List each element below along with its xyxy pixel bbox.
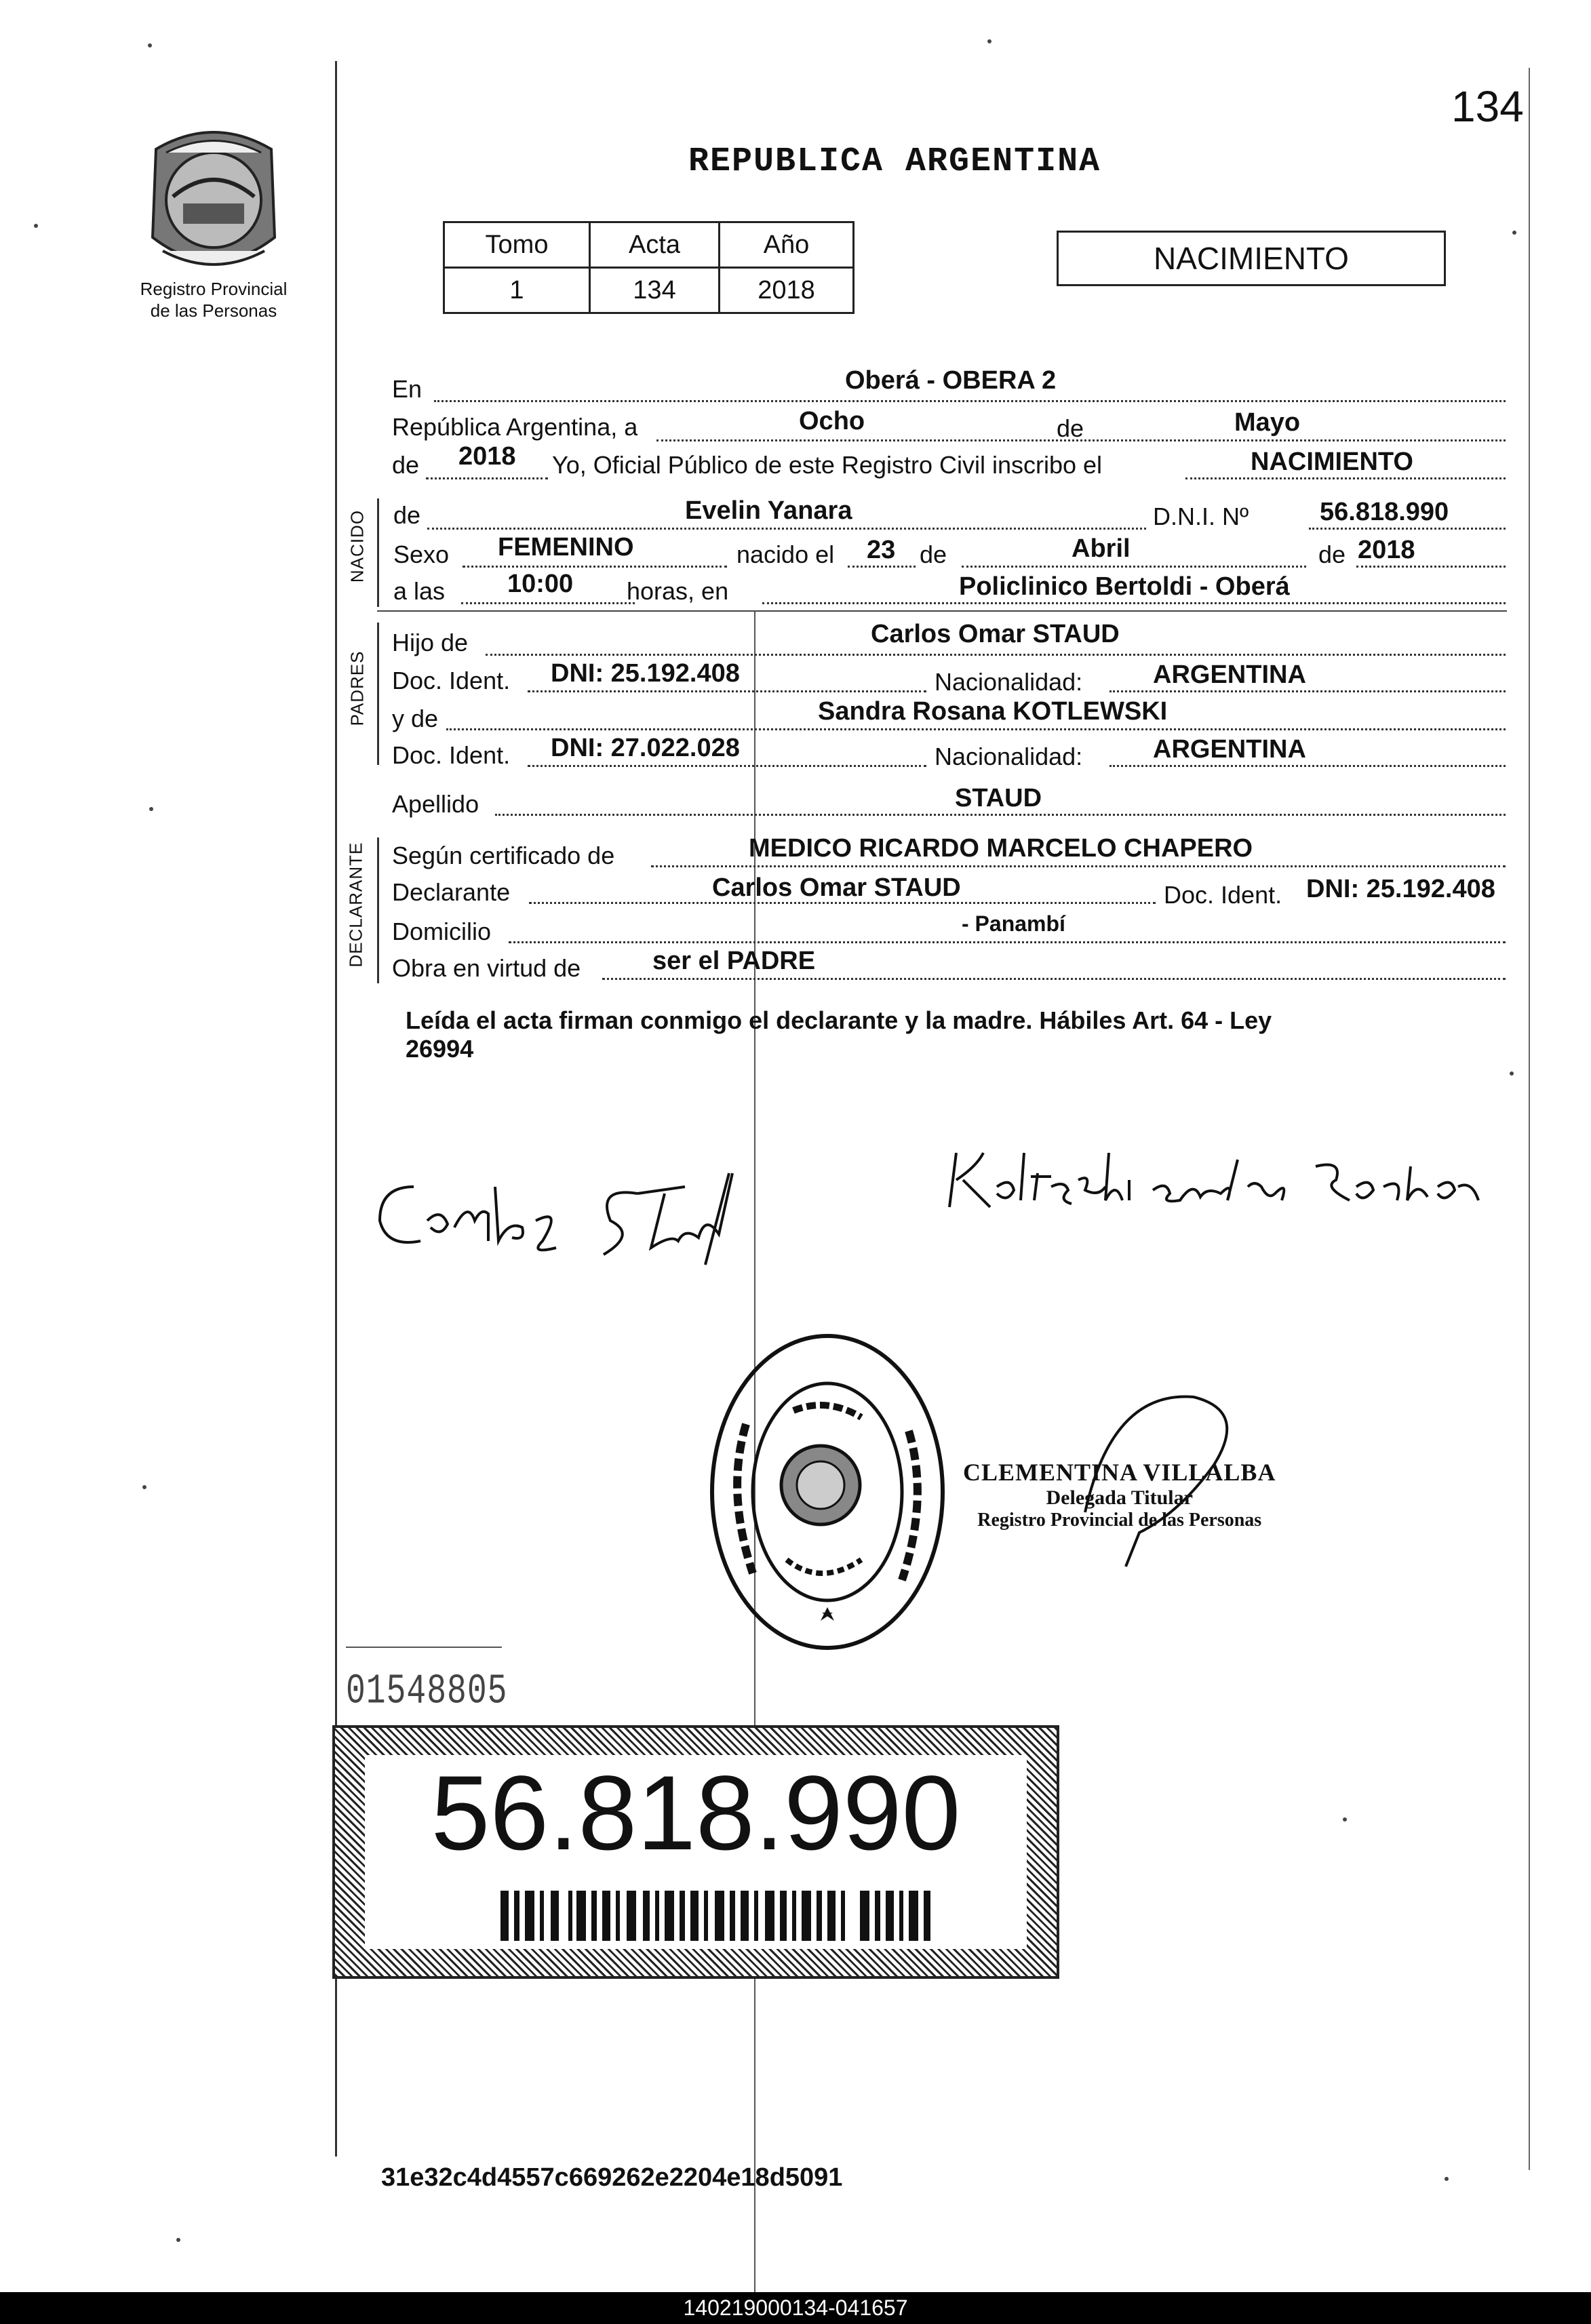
value-mes-registro: Mayo — [1234, 408, 1301, 437]
section-divider — [377, 610, 1507, 612]
scan-speck — [176, 2238, 180, 2242]
doc-type-label: NACIMIENTO — [1154, 241, 1349, 276]
right-margin-line — [1529, 68, 1530, 2170]
value-domicilio: - Panambí — [962, 911, 1065, 936]
section-label-nacido: NACIDO — [347, 509, 368, 583]
label-de-birth-month: de — [920, 540, 947, 568]
dni-barcode — [500, 1891, 935, 1941]
ref-header-anio: Año — [720, 222, 854, 268]
value-madre-doc: DNI: 27.022.028 — [551, 734, 740, 762]
value-padre: Carlos Omar STAUD — [871, 620, 1120, 648]
official-name: CLEMENTINA VILLALBA — [963, 1459, 1276, 1486]
dotted-line — [762, 602, 1506, 604]
value-padre-nac: ARGENTINA — [1153, 661, 1306, 689]
value-nombre: Evelin Yanara — [685, 496, 852, 525]
label-domicilio: Domicilio — [392, 918, 492, 945]
value-declarante-doc: DNI: 25.192.408 — [1306, 875, 1495, 903]
value-lugar: Oberá - OBERA 2 — [845, 366, 1057, 395]
label-a-las: a las — [393, 577, 446, 605]
reference-table — [443, 221, 855, 314]
value-madre: Sandra Rosana KOTLEWSKI — [818, 697, 1168, 726]
label-inscribo: Yo, Oficial Público de este Registro Civil inscribo el — [552, 451, 1103, 479]
label-nacionalidad-2: Nacionalidad: — [935, 743, 1083, 770]
dotted-line — [426, 477, 548, 479]
dotted-line — [1109, 690, 1506, 692]
scan-speck — [1512, 231, 1516, 235]
scan-speck — [987, 39, 991, 43]
scan-speck — [149, 807, 153, 811]
document-hash: 31e32c4d4557c669262e2204e18d5091 — [381, 2163, 843, 2192]
value-hora: 10:00 — [507, 570, 574, 598]
scan-speck — [148, 43, 152, 47]
scan-speck — [1510, 1071, 1514, 1076]
scan-speck — [1445, 2177, 1449, 2181]
dotted-line — [1309, 528, 1506, 530]
official-signature — [1058, 1377, 1261, 1580]
dotted-line — [1185, 477, 1506, 479]
label-de-year: de — [392, 451, 420, 479]
value-anio-registro: 2018 — [458, 442, 516, 471]
serial-rule — [346, 1647, 502, 1648]
scan-speck — [34, 224, 38, 228]
province-logo — [136, 122, 292, 285]
value-mes-nac: Abril — [1072, 534, 1131, 563]
label-nacido-el: nacido el — [736, 540, 835, 568]
section-label-padres: PADRES — [347, 650, 368, 726]
dotted-line — [427, 528, 1146, 530]
father-signature — [366, 1146, 800, 1268]
scan-speck — [142, 1485, 146, 1489]
dotted-line — [1109, 765, 1506, 767]
doc-type-box — [1057, 231, 1446, 286]
dotted-line — [446, 728, 1506, 730]
dotted-line — [495, 814, 1506, 816]
label-horas-en: horas, en — [627, 577, 729, 605]
logo-caption — [115, 278, 312, 321]
dotted-line — [962, 566, 1306, 568]
value-madre-nac: ARGENTINA — [1153, 735, 1306, 764]
dni-sticker-inner — [365, 1755, 1027, 1949]
label-hijo-de: Hijo de — [392, 629, 469, 656]
value-padre-doc: DNI: 25.192.408 — [551, 659, 740, 688]
value-dia-registro: Ocho — [799, 407, 865, 435]
dni-sticker-number: 56.818.990 — [431, 1754, 961, 1872]
logo-caption-line2: de las Personas — [150, 300, 277, 321]
label-de-name: de — [393, 501, 421, 529]
footer-bar — [0, 2292, 1591, 2324]
official-seal — [705, 1329, 949, 1655]
section-bar-nacido — [377, 498, 379, 607]
section-label-declarante: DECLARANTE — [345, 842, 366, 968]
official-title: Delegada Titular — [1046, 1486, 1193, 1509]
closing-text — [406, 1006, 1272, 1063]
label-de-month: de — [1057, 414, 1084, 442]
ref-header-tomo: Tomo — [444, 222, 590, 268]
closing-text-line2: 26994 — [406, 1035, 474, 1063]
value-sexo: FEMENINO — [498, 533, 634, 562]
dotted-line — [602, 978, 1506, 980]
dotted-line — [463, 566, 727, 568]
dotted-line — [434, 400, 1506, 402]
value-anio-nac: 2018 — [1358, 536, 1415, 564]
dotted-line — [1356, 566, 1506, 568]
dotted-line — [848, 566, 916, 568]
ref-header-acta: Acta — [590, 222, 720, 268]
dotted-line — [509, 941, 1506, 943]
ref-value-tomo: 1 — [444, 268, 590, 313]
label-doc-ident-2: Doc. Ident. — [392, 741, 511, 769]
country-title: REPUBLICA ARGENTINA — [688, 142, 1101, 181]
official-office: Registro Provincial de las Personas — [977, 1510, 1262, 1531]
serial-number: 01548805 — [346, 1668, 508, 1716]
dotted-line — [486, 654, 1506, 656]
page-number: 134 — [1451, 82, 1524, 131]
label-doc-ident-1: Doc. Ident. — [392, 667, 511, 694]
section-bar-padres — [377, 623, 379, 765]
ref-value-acta: 134 — [590, 268, 720, 313]
value-declarante: Carlos Omar STAUD — [712, 873, 961, 902]
dni-sticker — [332, 1725, 1059, 1979]
footer-code: 140219000134-041657 — [683, 2296, 908, 2320]
label-nacionalidad-1: Nacionalidad: — [935, 668, 1083, 696]
label-sexo: Sexo — [393, 540, 450, 568]
scan-speck — [1343, 1817, 1347, 1821]
dotted-line — [651, 865, 1506, 867]
section-bar-declarante — [377, 838, 379, 983]
value-certificado: MEDICO RICARDO MARCELO CHAPERO — [749, 834, 1253, 863]
dotted-line — [528, 765, 926, 767]
closing-text-line1: Leída el acta firman conmigo el declarante y la madre. Hábiles Art. 64 - Ley — [406, 1006, 1272, 1034]
label-declarante: Declarante — [392, 878, 511, 906]
ref-value-anio: 2018 — [720, 268, 854, 313]
label-en: En — [392, 375, 423, 403]
logo-caption-line1: Registro Provincial — [140, 279, 288, 299]
label-republica: República Argentina, a — [392, 413, 638, 441]
label-y-de: y de — [392, 705, 439, 732]
label-segun-cert: Según certificado de — [392, 842, 615, 869]
value-apellido: STAUD — [955, 784, 1042, 812]
label-dni: D.N.I. Nº — [1153, 503, 1249, 530]
value-lugar-nac: Policlinico Bertoldi - Oberá — [959, 572, 1290, 601]
dotted-line — [528, 690, 926, 692]
dotted-line — [529, 902, 1156, 904]
value-dia-nac: 23 — [867, 536, 896, 564]
value-acto: NACIMIENTO — [1251, 448, 1413, 476]
label-de-birth-year: de — [1318, 540, 1346, 568]
value-virtud: ser el PADRE — [652, 947, 816, 975]
mother-signature — [936, 1139, 1492, 1221]
label-apellido: Apellido — [392, 790, 479, 818]
label-obra-virtud: Obra en virtud de — [392, 954, 581, 982]
label-doc-ident-decl: Doc. Ident. — [1164, 881, 1282, 909]
dotted-line — [461, 602, 635, 604]
value-dni: 56.818.990 — [1320, 498, 1449, 526]
